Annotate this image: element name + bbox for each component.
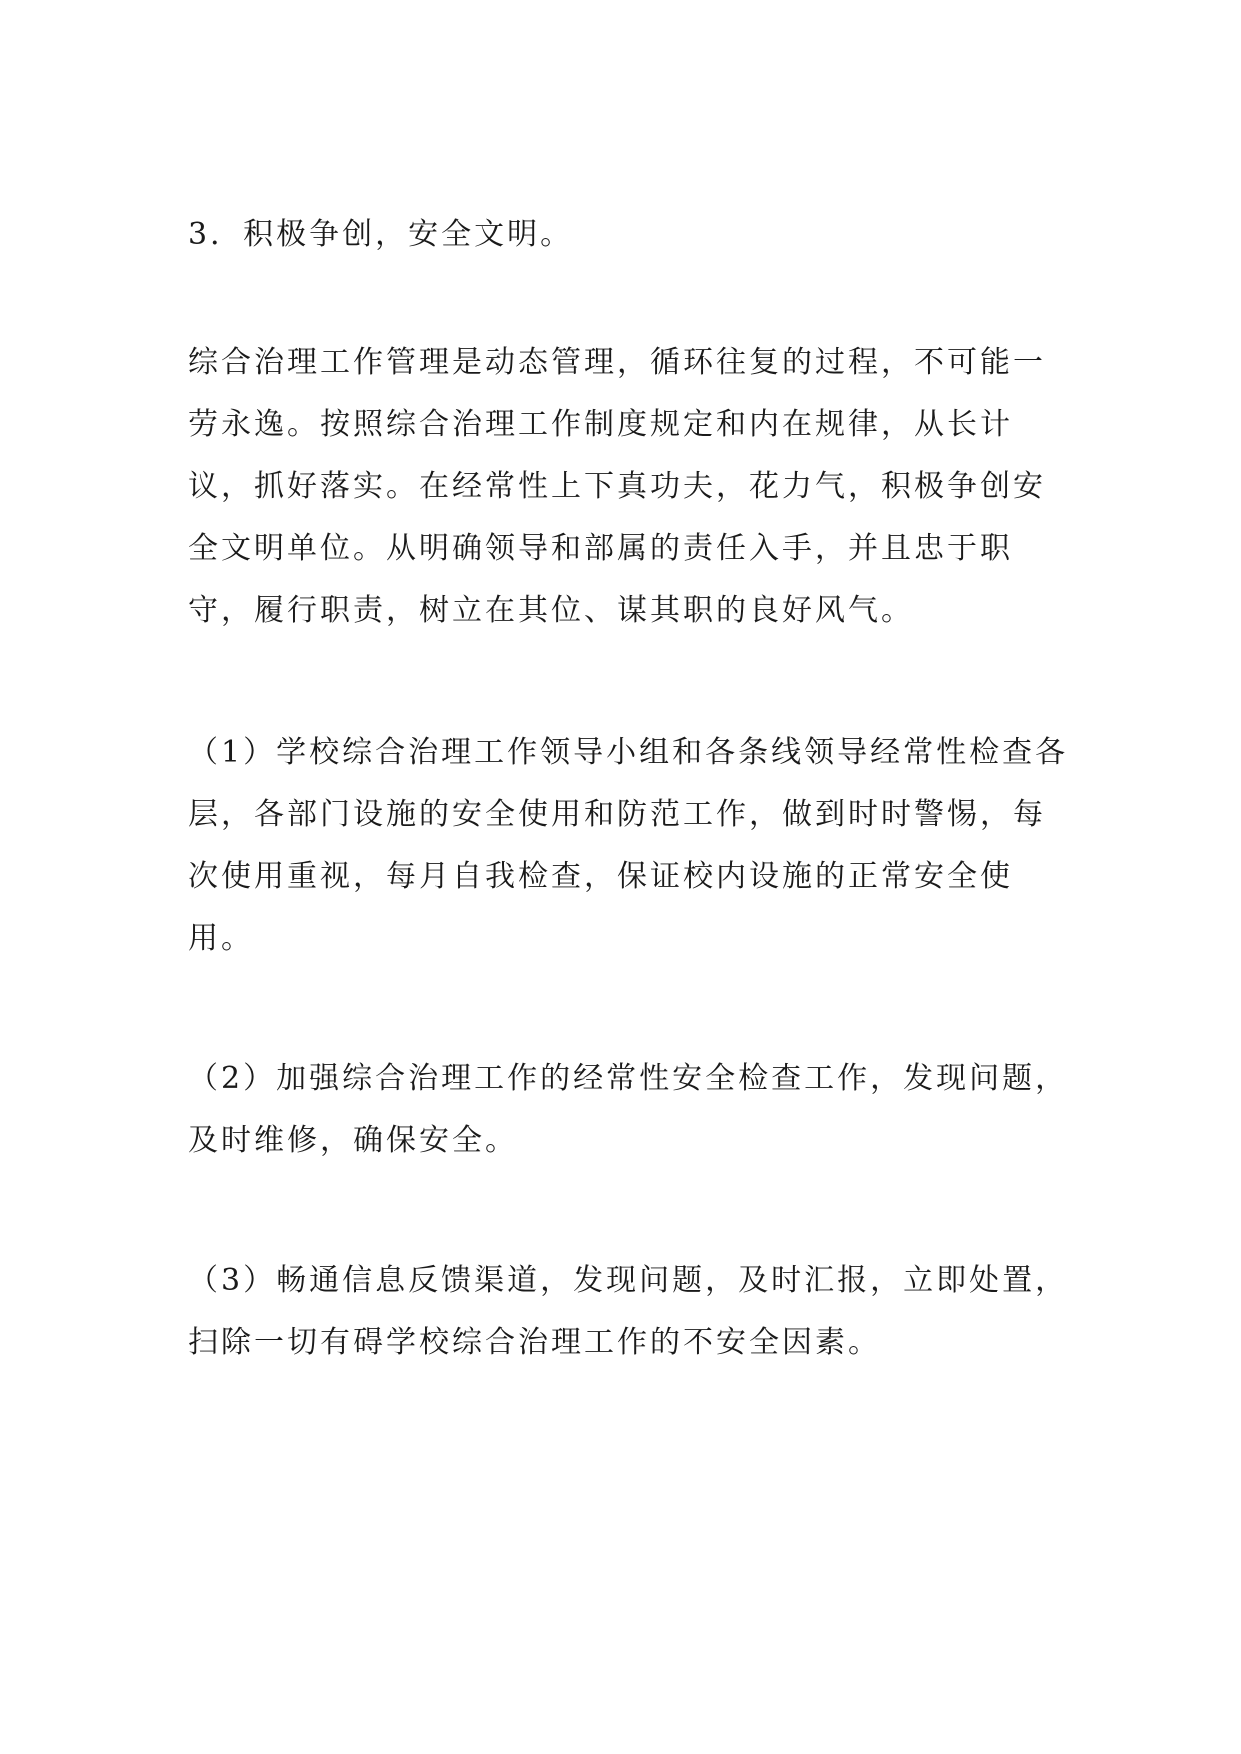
paragraph-item-2: （2）加强综合治理工作的经常性安全检查工作，发现问题，及时维修，确保安全。 bbox=[188, 1061, 1069, 1158]
paragraph-item-3: （3）畅通信息反馈渠道，发现问题，及时汇报，立即处置，扫除一切有碍学校综合治理工作的不安全因素。 bbox=[188, 1263, 1069, 1360]
document-body bbox=[188, 217, 1078, 1374]
paragraph-intro: 综合治理工作管理是动态管理，循环往复的过程，不可能一劳永逸。按照综合治理工作制度规定和内在规律，从长计议，抓好落实。在经常性上下真功夫，花力气，积极争创安全文明单位。从明确领导和部属的责任入手，并且忠于职守，履行职责，树立在其位、谋其职的良好风气。 bbox=[188, 345, 1046, 628]
paragraph-item-1: （1）学校综合治理工作领导小组和各条线领导经常性检查各层，各部门设施的安全使用和防范工作，做到时时警惕，每次使用重视，每月自我检查，保证校内设施的正常安全使用。 bbox=[188, 735, 1069, 956]
section-heading: 3．积极争创，安全文明。 bbox=[188, 217, 574, 252]
